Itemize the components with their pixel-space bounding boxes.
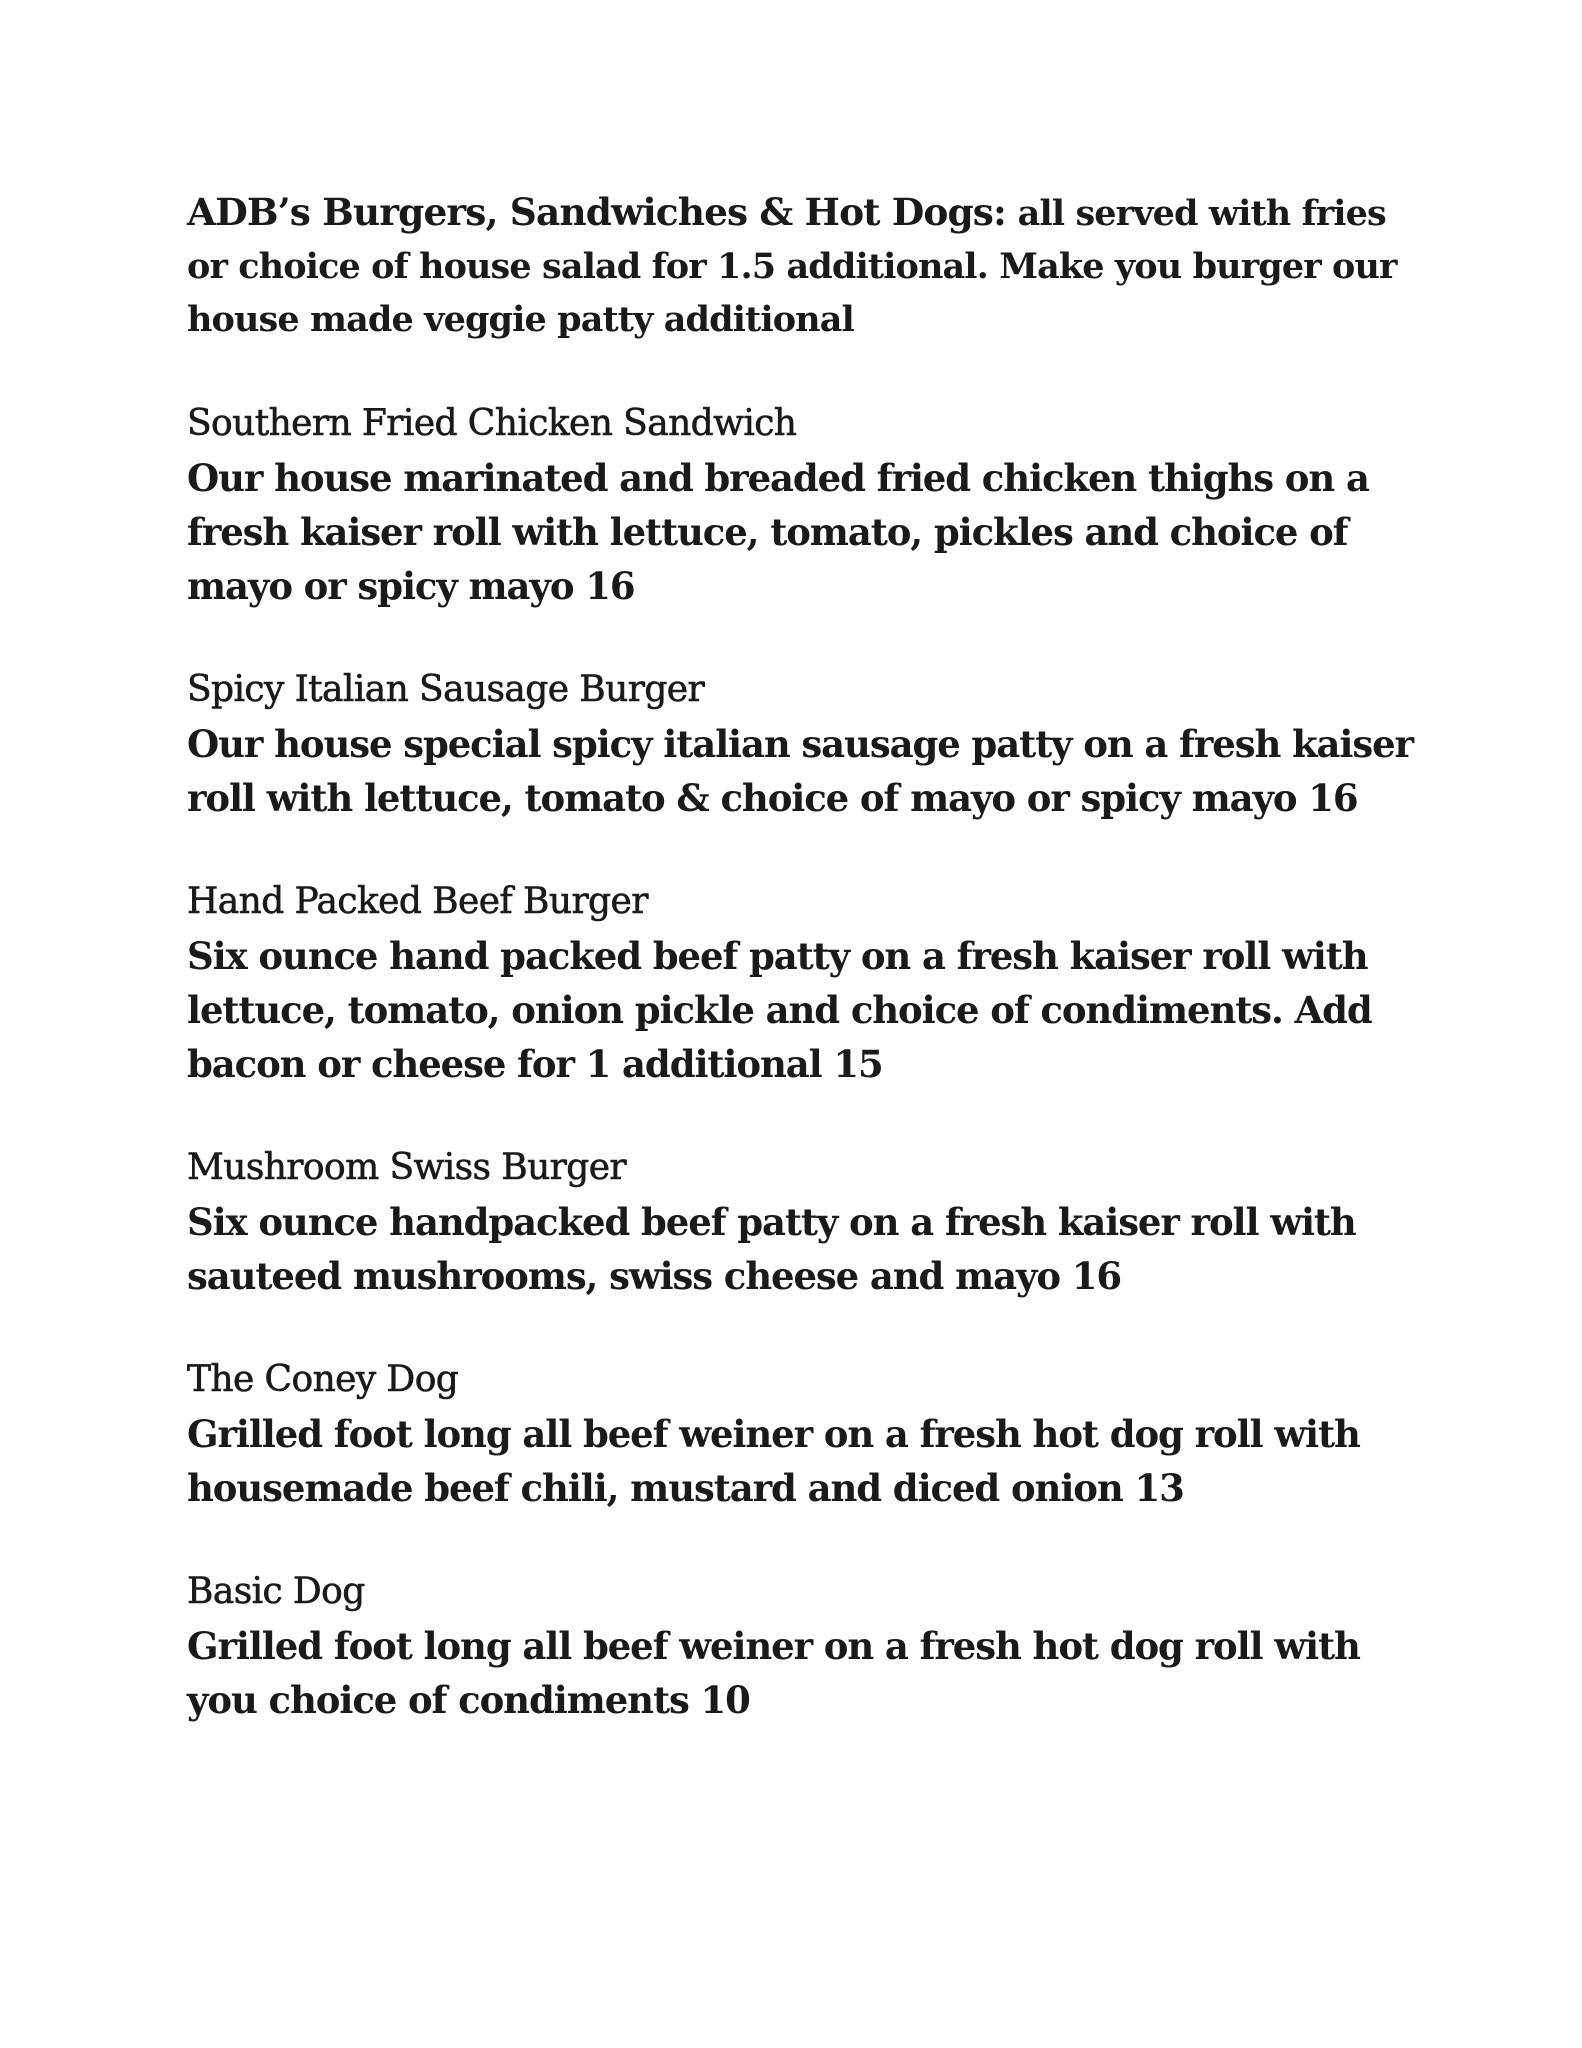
menu-item-name: Hand Packed Beef Burger (187, 881, 648, 922)
menu-item-description-text: Six ounce hand packed beef patty on a fresh kaiser roll with lettuce, tomato, onion pickle and choice of condiments. Add bacon or cheese for 1 additional (187, 934, 1372, 1086)
menu-item (187, 1141, 1417, 1303)
menu-item-price: 10 (700, 1678, 750, 1722)
menu-section-intro (187, 186, 1417, 346)
menu-item (187, 1353, 1417, 1515)
menu-item-description (187, 451, 1417, 613)
section-title: ADB’s Burgers, Sandwiches & Hot Dogs: (187, 190, 1006, 234)
menu-item-description (187, 1407, 1417, 1515)
menu-item-name: The Coney Dog (187, 1359, 459, 1400)
section-note: all served with fries or choice of house salad for 1.5 additional. Make you burger our house made veggie patty additional (187, 193, 1397, 340)
menu-item-price: 16 (1308, 776, 1358, 820)
menu-item-description-text: Six ounce handpacked beef patty on a fresh kaiser roll with sauteed mushrooms, swiss cheese and mayo (187, 1200, 1356, 1298)
menu-item-price: 16 (585, 564, 635, 608)
menu-item-description-text: Our house special spicy italian sausage patty on a fresh kaiser roll with lettuce, tomato & choice of mayo or spicy mayo (187, 722, 1413, 820)
menu-item-description-text: Grilled foot long all beef weiner on a fresh hot dog roll with you choice of condiments (187, 1624, 1360, 1722)
menu-item-name: Basic Dog (187, 1571, 365, 1612)
menu-item (187, 875, 1417, 1091)
menu-item-description-text: Grilled foot long all beef weiner on a fresh hot dog roll with housemade beef chili, mustard and diced onion (187, 1412, 1360, 1510)
menu-page (187, 186, 1417, 1777)
menu-item-price: 15 (833, 1042, 883, 1086)
menu-item-description (187, 1619, 1417, 1727)
menu-item (187, 1565, 1417, 1727)
menu-item (187, 663, 1417, 825)
menu-item-description (187, 717, 1417, 825)
menu-item-name: Mushroom Swiss Burger (187, 1147, 627, 1188)
menu-item-description (187, 929, 1417, 1091)
menu-item (187, 397, 1417, 613)
menu-item-price: 13 (1134, 1466, 1184, 1510)
menu-item-name: Spicy Italian Sausage Burger (187, 669, 705, 710)
menu-item-name: Southern Fried Chicken Sandwich (187, 403, 797, 444)
menu-item-description-text: Our house marinated and breaded fried chicken thighs on a fresh kaiser roll with lettuce, tomato, pickles and choice of mayo or spicy mayo (187, 456, 1369, 608)
menu-item-price: 16 (1071, 1254, 1122, 1298)
menu-item-description (187, 1195, 1417, 1303)
